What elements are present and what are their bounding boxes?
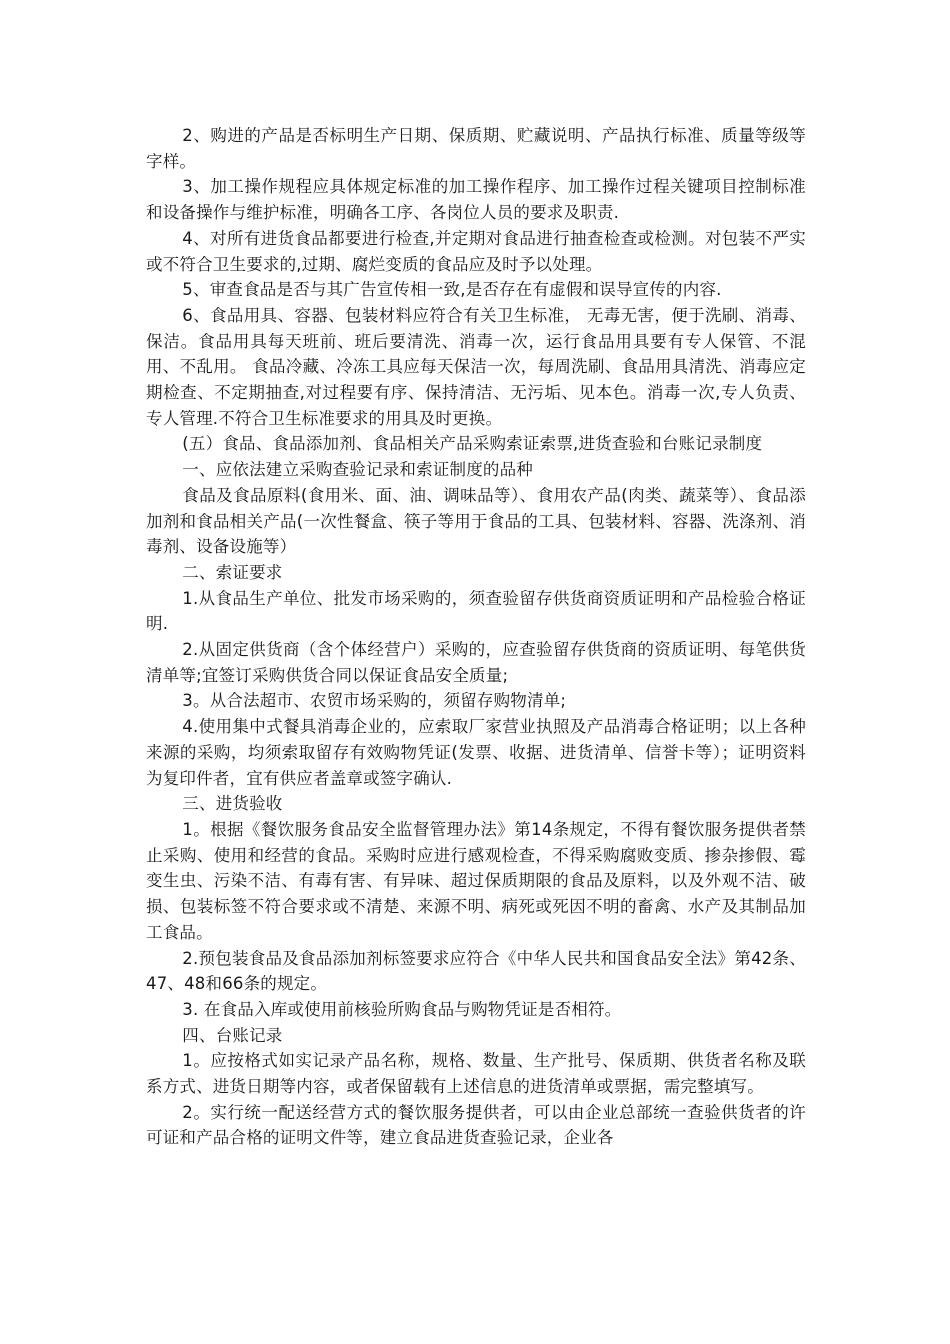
- subsection-heading-3: 三、进货验收: [182, 794, 283, 814]
- section-title-5: (五）食品、食品添加剂、食品相关产品采购索证索票,进货查验和台账记录制度: [182, 434, 763, 454]
- paragraph-ledger-1: 1。应按格式如实记录产品名称，规格、数量、生产批号、保质期、供货者名称及联系方式、进货日期等内容，或者保留载有上述信息的进货清单或票据，需完整填写。: [146, 1051, 806, 1097]
- subsection-heading-4: 四、台账记录: [182, 1025, 283, 1045]
- paragraph-varieties: 食品及食品原料(食用米、面、油、调味品等）、食用农产品(肉类、蔬菜等）、食品添加剂和食品相关产品(一次性餐盒、筷子等用于食品的工具、包装材料、容器、洗涤剂、消毒剂、设备设施等）: [146, 485, 806, 557]
- paragraph-cert-3: 3。从合法超市、农贸市场采购的，须留存购物清单;: [182, 691, 567, 711]
- paragraph-item-4: 4、对所有进货食品都要进行检查,并定期对食品进行抽查检查或检测。对包装不严实或不符合卫生要求的,过期、腐烂变质的食品应及时予以处理。: [146, 228, 806, 274]
- document-body: [146, 123, 806, 1151]
- paragraph-inspect-2: 2.预包装食品及食品添加剂标签要求应符合《中华人民共和国食品安全法》第42条、47、48和66条的规定。: [146, 948, 806, 994]
- paragraph-inspect-3: 3. 在食品入库或使用前核验所购食品与购物凭证是否相符。: [182, 999, 622, 1019]
- paragraph-item-5: 5、审查食品是否与其广告宣传相一致,是否存在有虚假和误导宣传的内容.: [182, 280, 722, 300]
- paragraph-ledger-2: 2。实行统一配送经营方式的餐饮服务提供者，可以由企业总部统一查验供货者的许可证和产品合格的证明文件等，建立食品进货查验记录，企业各: [146, 1102, 806, 1148]
- subsection-heading-2: 二、索证要求: [182, 562, 283, 582]
- paragraph-cert-2: 2.从固定供货商（含个体经营户）采购的，应查验留存供货商的资质证明、每笔供货清单等;宜签订采购供货合同以保证食品安全质量;: [146, 640, 806, 685]
- paragraph-item-6: 6、食品用具、容器、包装材料应符合有关卫生标准， 无毒无害，便于洗刷、消毒、保洁。食品用具每天班前、班后要清洗、消毒一次，运行食品用具要有专人保管、不混用、不乱用。 食品冷藏、冷冻工具应每天保洁一次，每周洗刷、食品用具清洗、消毒应定期检查、不定期抽查,对过程要有序、保持清洁、无污垢、见本色。消毒一次,专人负责、专人管理.不符合卫生标准要求的用具及时更换。: [146, 305, 806, 428]
- paragraph-item-3: 3、加工操作规程应具体规定标准的加工操作程序、加工操作过程关键项目控制标准和设备操作与维护标准，明确各工序、各岗位人员的要求及职责.: [146, 177, 806, 223]
- paragraph-inspect-1: 1。根据《餐饮服务食品安全监督管理办法》第14条规定，不得有餐饮服务提供者禁止采购、使用和经营的食品。采购时应进行感观检查，不得采购腐败变质、掺杂掺假、霉变生虫、污染不洁、有毒有害、有异味、超过保质期限的食品及原料，以及外观不洁、破损、包装标签不符合要求或不清楚、来源不明、病死或死因不明的畜禽、水产及其制品加工食品。: [146, 819, 806, 942]
- paragraph-item-2: 2、购进的产品是否标明生产日期、保质期、贮藏说明、产品执行标准、质量等级等字样。: [146, 126, 806, 171]
- paragraph-cert-1: 1.从食品生产单位、批发市场采购的，须查验留存供货商资质证明和产品检验合格证明.: [146, 588, 806, 634]
- paragraph-cert-4: 4.使用集中式餐具消毒企业的，应索取厂家营业执照及产品消毒合格证明；以上各种来源的采购，均须索取留存有效购物凭证(发票、收据、进货清单、信誉卡等）；证明资料为复印件者，宜有供应者盖章或签字确认.: [146, 717, 806, 788]
- subsection-heading-1: 一、应依法建立采购查验记录和索证制度的品种: [182, 460, 533, 480]
